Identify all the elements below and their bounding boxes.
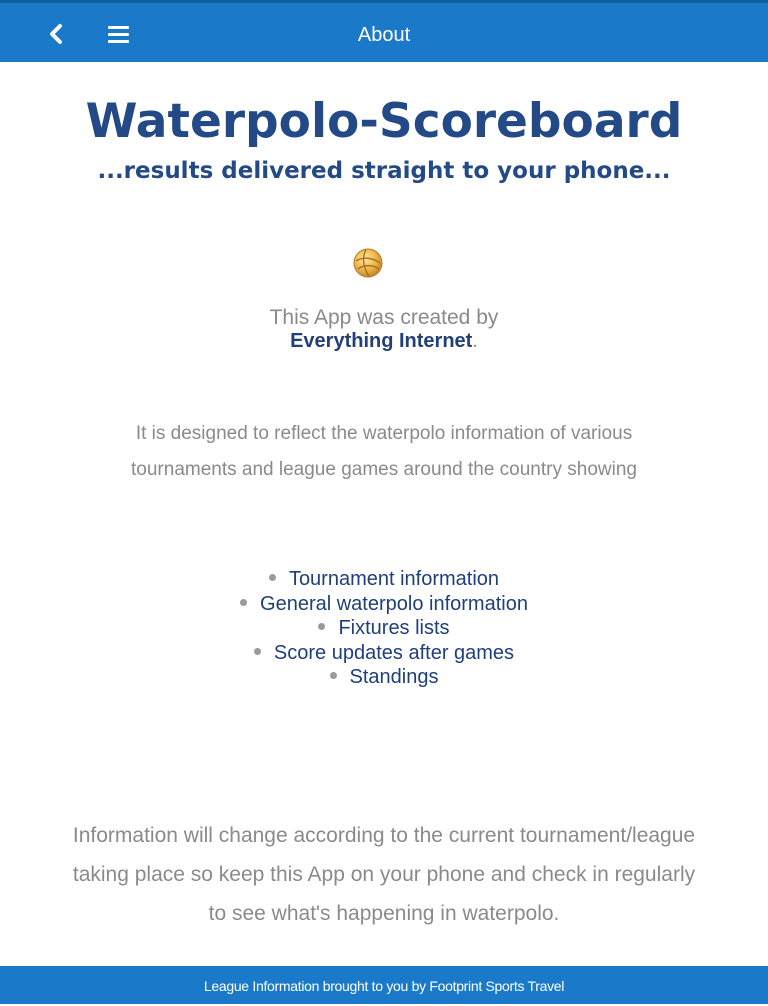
app-header: [0, 0, 768, 62]
company-suffix: .: [472, 330, 478, 352]
feature-item: [0, 641, 768, 666]
app-description: [0, 416, 768, 488]
feature-list: [0, 567, 768, 690]
feature-label: Tournament information: [288, 568, 500, 590]
footer-banner: League Information brought to you by Footprint Sports Travel: [0, 966, 768, 1004]
bullet-icon: [240, 599, 247, 606]
feature-label: Score updates after games: [273, 641, 515, 664]
info-line: to see what's happening in waterpolo.: [208, 902, 560, 925]
info-notice: [0, 816, 768, 933]
app-logo-title: Waterpolo-Scoreboard: [85, 94, 683, 149]
description-line: tournaments and league games around the country showing: [131, 459, 637, 480]
page-title: About: [357, 24, 411, 46]
description-line: It is designed to reflect the waterpolo information of various: [135, 423, 633, 444]
bullet-icon: [330, 672, 337, 679]
bullet-icon: [269, 574, 276, 581]
bullet-icon: [254, 648, 261, 655]
company-link[interactable]: Everything Internet: [290, 330, 473, 352]
feature-label: Standings: [349, 666, 439, 688]
feature-item: [0, 592, 768, 617]
waterpolo-ball-icon: [352, 247, 384, 279]
bullet-icon: [318, 623, 325, 630]
created-by-text: This App was created by: [269, 306, 499, 329]
app-logo-tagline: ...results delivered straight to your phone...: [97, 158, 671, 184]
info-line: taking place so keep this App on your phone and check in regularly: [72, 863, 696, 886]
feature-item: [0, 567, 768, 592]
feature-item: [0, 616, 768, 641]
company-name: [0, 329, 768, 353]
feature-item: [0, 665, 768, 690]
info-line: Information will change according to the current tournament/league: [72, 824, 696, 847]
feature-label: Fixtures lists: [338, 617, 450, 639]
feature-label: General waterpolo information: [260, 592, 528, 615]
